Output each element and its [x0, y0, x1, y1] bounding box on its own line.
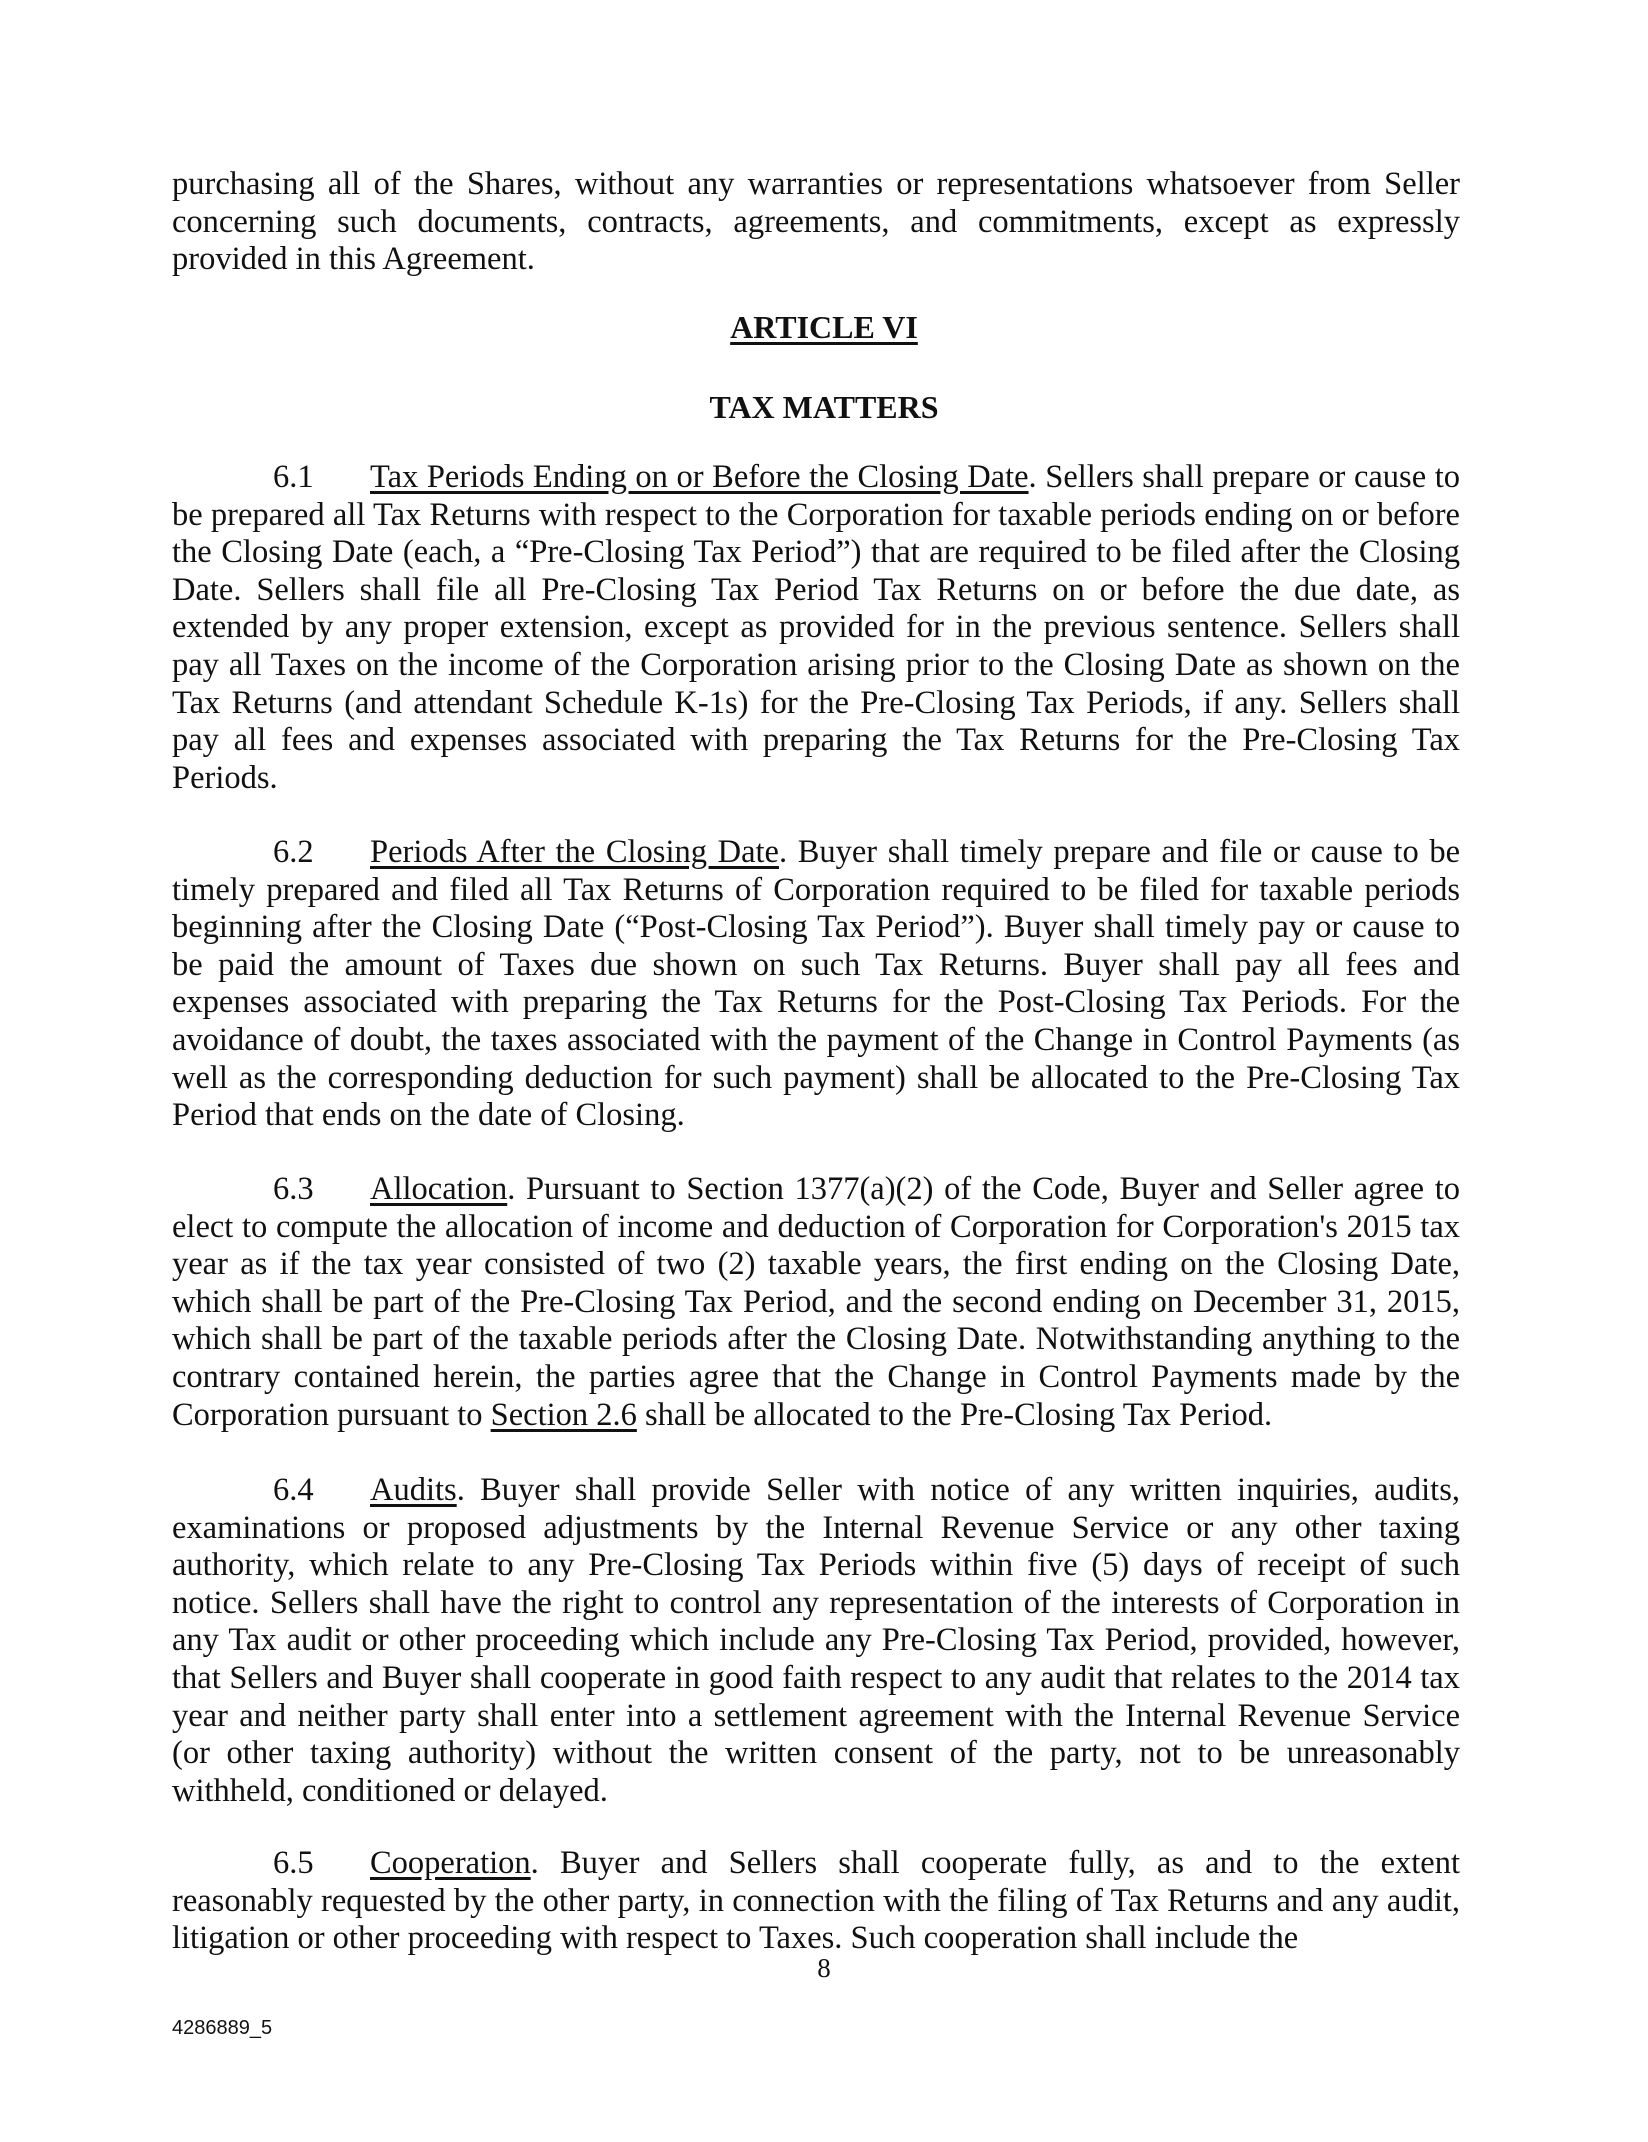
section-number: 6.2 [273, 834, 314, 870]
section-6-1 [172, 459, 1460, 797]
page-number: 8 [817, 1953, 831, 1983]
section-number: 6.5 [273, 1845, 314, 1881]
section-text: . Sellers shall prepare or cause to be prepared all Tax Returns with respect to the Corporation for taxable periods ending on or before the Closing Date (each, a “Pre-Closing Tax Period”) that are required to be filed after the Closing Date. Sellers shall file all Pre-Closing Tax Period Tax Returns on or before the due date, as extended by any proper extension, except as provided for in the previous sentence. Sellers shall pay all Taxes on the income of the Corporation arising prior to the Closing Date as shown on the Tax Returns (and attendant Schedule K-1s) for the Pre-Closing Tax Periods, if any. Sellers shall pay all fees and expenses associated with preparing the Tax Returns for the Pre-Closing Tax Periods. [172, 459, 1460, 796]
section-title: Tax Periods Ending on or Before the Closing Date [370, 459, 1029, 495]
section-6-2 [172, 834, 1460, 1135]
section-title: Cooperation [370, 1845, 531, 1881]
section-title: Audits [370, 1472, 457, 1508]
article-heading [0, 308, 1648, 346]
section-6-3 [172, 1171, 1460, 1434]
section-number: 6.3 [273, 1171, 314, 1207]
section-text: . Pursuant to Section 1377(a)(2) of the Code, Buyer and Seller agree to elect to compute the allocation of income and deduction of Corporation for Corporation's 2015 tax year as if the tax year consisted of two (2) taxable years, the first ending on the Closing Date, which shall be part of the Pre-Closing Tax Period, and the second ending on December 31, 2015, which shall be part of the taxable periods after the Closing Date. Notwithstanding anything to the contrary contained herein, the parties agree that the Change in Control Payments made by the Corporation pursuant to [172, 1171, 1460, 1433]
section-cross-reference-link[interactable]: Section 2.6 [490, 1396, 637, 1433]
section-6-4 [172, 1472, 1460, 1810]
document-id: 4286889_5 [172, 2017, 273, 2039]
section-text-continued: shall be allocated to the Pre-Closing Tax Period. [636, 1396, 1273, 1433]
article-title: TAX MATTERS [709, 389, 939, 425]
section-title: Periods After the Closing Date [370, 834, 779, 870]
section-number: 6.4 [273, 1472, 314, 1508]
section-text: . Buyer and Sellers shall cooperate fully, as and to the extent reasonably requested by the other party, in connection with the filing of Tax Returns and any audit, litigation or other proceeding with respect to Taxes. Such cooperation shall include the [172, 1845, 1460, 1957]
section-text: . Buyer shall timely prepare and file or cause to be timely prepared and filed all Tax Returns of Corporation required to be filed for taxable periods beginning after the Closing Date (“Post-Closing Tax Period”). Buyer shall timely pay or cause to be paid the amount of Taxes due shown on such Tax Returns. Buyer shall pay all fees and expenses associated with preparing the Tax Returns for the Post-Closing Tax Periods. For the avoidance of doubt, the taxes associated with the payment of the Change in Control Payments (as well as the corresponding deduction for such payment) shall be allocated to the Pre-Closing Tax Period that ends on the date of Closing. [172, 834, 1460, 1134]
section-text: . Buyer shall provide Seller with notice of any written inquiries, audits, examinations or proposed adjustments by the Internal Revenue Service or any other taxing authority, which relate to any Pre-Closing Tax Periods within five (5) days of receipt of such notice. Sellers shall have the right to control any representation of the interests of Corporation in any Tax audit or other proceeding which include any Pre-Closing Tax Period, provided, however, that Sellers and Buyer shall cooperate in good faith respect to any audit that relates to the 2014 tax year and neither party shall enter into a settlement agreement with the Internal Revenue Service (or other taxing authority) without the written consent of the party, not to be unreasonably withheld, conditioned or delayed. [172, 1472, 1460, 1809]
section-title: Allocation [370, 1171, 508, 1207]
continuation-paragraph: purchasing all of the Shares, without any warranties or representations whatsoever from Seller concerning such documents, contracts, agreements, and commitments, except as expressly provided in this Agreement. [172, 166, 1460, 278]
section-number: 6.1 [273, 459, 314, 495]
section-6-5 [172, 1845, 1460, 1958]
article-heading-text: ARTICLE VI [730, 309, 918, 345]
